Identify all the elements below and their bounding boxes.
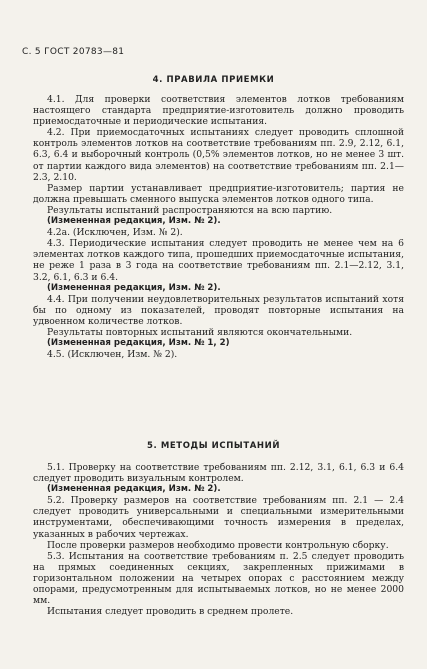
paragraph-5-1: 5.1. Проверку на соответствие требованиям пп. 2.12, 3.1, 6.1, 6.3 и 6.4 следует проводить визуальным контролем.	[33, 462, 404, 485]
revision-note-4: (Измененная редакция, Изм. № 2).	[47, 484, 221, 495]
paragraph-4-1: 4.1. Для проверки соответствия элементов лотков требованиям настоящего стандарта предприятие-изготовитель должно проводить приемосдаточные и периодические испытания.	[33, 94, 404, 128]
revision-note-1: (Измененная редакция, Изм. № 2).	[47, 216, 221, 227]
paragraph-5-3-span: Испытания следует проводить в среднем пролете.	[47, 606, 294, 618]
paragraph-4-4: 4.4. При получении неудовлетворительных результатов испытаний хотя бы по одному из показателей, проводят повторные испытания на удвоенном количестве лотков.	[33, 293, 404, 327]
paragraph-4-2a: 4.2а. (Исключен, Изм. № 2).	[47, 227, 183, 239]
section-5-body	[33, 462, 404, 617]
revision-note-3: (Измененная редакция, Изм. № 1, 2)	[47, 338, 230, 349]
paragraph-5-2: 5.2. Проверку размеров на соответствие требованиям пп. 2.1 — 2.4 следует проводить универсальными и специальными измерительными инструментами, обеспечивающими точность измерения в пределах, указанных в рабочих чертежах.	[33, 495, 404, 540]
section-4-title: 4. ПРАВИЛА ПРИЕМКИ	[152, 75, 275, 85]
paragraph-5-2-assembly: После проверки размеров необходимо провести контрольную сборку.	[47, 539, 389, 551]
paragraph-4-2-results: Результаты испытаний распространяются на всю партию.	[47, 204, 333, 216]
section-5-title: 5. МЕТОДЫ ИСПЫТАНИЙ	[146, 441, 281, 451]
section-4-body	[33, 94, 404, 360]
revision-note-2: (Измененная редакция, Изм. № 2).	[47, 282, 221, 293]
paragraph-4-4-final: Результаты повторных испытаний являются окончательными.	[47, 326, 353, 338]
paragraph-4-2: 4.2. При приемосдаточных испытаниях следует проводить сплошной контроль элементов лотков на соответствие требованиям пп. 2.9, 2.12, 6.1, 6.3, 6.4 и выборочный контроль (0,5% элементов лотков, но не менее 3 шт. от партии каждого вида элементов) на соответствие требованиям пп. 2.1—2.3, 2.10.	[33, 127, 404, 183]
page-header: С. 5 ГОСТ 20783—81	[22, 47, 125, 57]
paragraph-5-3: 5.3. Испытания на соответствие требованиям п. 2.5 следует проводить на прямых соединенных секциях, закрепленных прижимами в горизонтальном положении на четырех опорах с расстоянием между опорами, предусмотренным для испытываемых лотков, но не менее 2000 мм.	[33, 550, 404, 607]
paragraph-4-5: 4.5. (Исключен, Изм. № 2).	[47, 349, 178, 361]
paragraph-4-3: 4.3. Периодические испытания следует проводить не менее чем на 6 элементах лотков каждого типа, прошедших приемосдаточные испытания, не реже 1 раза в 3 года на соответствие требованиям пп. 2.1—2.12, 3.1, 3.2, 6.1, 6.3 и 6.4.	[33, 238, 404, 283]
paragraph-4-2-lot: Размер партии устанавливает предприятие-изготовитель; партия не должна превышать сменного выпуска элементов лотков одного типа.	[33, 182, 404, 205]
